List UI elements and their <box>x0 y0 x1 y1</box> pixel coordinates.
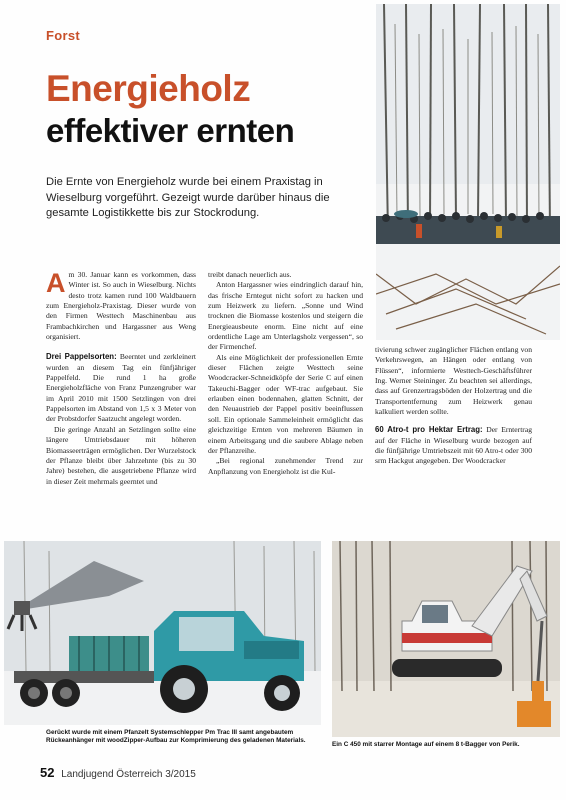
article-column-3 <box>375 345 532 467</box>
article-column-1 <box>46 270 196 487</box>
col2-paragraph-4: „Bei regional zunehmender Trend zur Anpflanzung von Energieholz ist die Kul- <box>208 456 363 476</box>
drop-cap: A <box>46 268 66 298</box>
page-footer <box>40 765 196 780</box>
col1-paragraph-1: m 30. Januar kann es vorkommen, dass Winter ist. So auch in Wieselburg. Nichts desto trotz kamen rund 100 Waldbauern zum Energieholz-Praxistag. Dieser wurde von den Firmen Westtech Maschinenbau aus Frambachkirchen und Hargassner aus Weng organisiert. <box>46 270 196 342</box>
lead-paragraph: Die Ernte von Energieholz wurde bei einem Praxistag in Wieselburg vorgeführt. Gezeigt wurde darüber hinaus die gesamte Logistikkette bis zur Stockrodung. <box>46 176 330 219</box>
headline-line-1: Energieholz <box>46 68 251 109</box>
col2-paragraph-3: Als eine Möglichkeit der professionellen Ernte dieser Flächen zeigte Westtech seine Woodcracker-Schneidköpfe der Serie C auf einen Takeuchi-Bagger oder WF-trac aufgebaut. Sie erlauben einen bodennahen, glatten Schnitt, der den Neuaustrieb der Pappel positiv beeinflussen soll. Ein optionale Sammeleinheit ermöglicht das gleichzeitige Ernten von mehreren Bäumen in einem Arbeitsgang und die saubere Ablage neben der Pflanzreihe. <box>208 352 363 455</box>
section-label: Forst <box>46 28 80 43</box>
col2-paragraph-1: treibt danach neuerlich aus. <box>208 270 292 279</box>
article-column-2 <box>208 270 363 477</box>
caption-excavator: Ein C 450 mit starrer Montage auf einem 8 t-Bagger von Perik. <box>332 741 520 748</box>
magazine-name: Landjugend Österreich 3/2015 <box>61 769 196 780</box>
page-number: 52 <box>40 765 55 780</box>
headline-line-2: effektiver ernten <box>46 112 295 149</box>
photo-tractor-crane <box>4 541 321 725</box>
photo-excavator-woodcracker <box>332 541 560 737</box>
caption-tractor: Gerückt wurde mit einem Pfanzelt Systemschlepper Pm Trac III samt angebautem Rückeanhänger mit woodZipper-Aufbau zur Komprimierung des geladenen Materials. <box>46 729 306 745</box>
col2-paragraph-2: Anton Hargassner wies eindringlich darauf hin, das frische Erntegut nicht sofort zu hacken und zum Heizwerk zu liefern. „Sonne und Wind trocknen die Biomasse kostenlos und steigern die Energieausbeute enorm. Eine nicht auf eine ordentliche Lage am Unterlagsholz vergessen“, so der Firmenchef. <box>208 280 363 352</box>
col3-paragraph-1: tivierung schwer zugänglicher Flächen entlang von Verkehrswegen, an Hängen oder entlang von Flüssen“, informierte Westtech-Geschäftsführer Ing. Werner Steininger. Zu beachten sei allerdings, dass auf Grenzertragsböden der Holzertrag und die Transportentfernung zum Heizwerk genau kalkuliert werden sollte. <box>375 345 532 417</box>
photo-crowd-poplar-field <box>376 4 560 340</box>
col1-paragraph-2: Beerntet und zerkleinert wurden an diesem Tag ein fünfjähriger Pappelfeld. Die rund 1 ha große Energieholzfläche von Franz Punzengruber war im April 2010 mit 1500 Setzlingen von drei Pappelsorten im Abstand von 1,5 x 3 Meter von der Probstdorfer Saatzucht angelegt worden. <box>46 352 196 424</box>
col1-paragraph-3: Die geringe Anzahl an Setzlingen sollte eine längere Umtriebsdauer mit höheren Biomasseerträgen ermöglichen. Der Wurzelstock der Pflanze bleibt über Jahrzehnte (bis zu 30 Jahre) bestehen, die ausgetriebene Pflanze wird in dieser Zeit mehrmals geerntet und <box>46 424 196 486</box>
subheading-pappelsorten: Drei Pappelsorten: <box>46 352 117 362</box>
subheading-ertrag: 60 Atro-t pro Hektar Ertrag: <box>375 425 483 435</box>
col3-paragraph-2: Der Erntertrag auf der Fläche in Wieselburg wurde bezogen auf die fünfjährige Umtriebszeit mit 60 Atro-t oder 300 srm Hackgut angegeben. Der Woodcracker <box>375 425 532 466</box>
